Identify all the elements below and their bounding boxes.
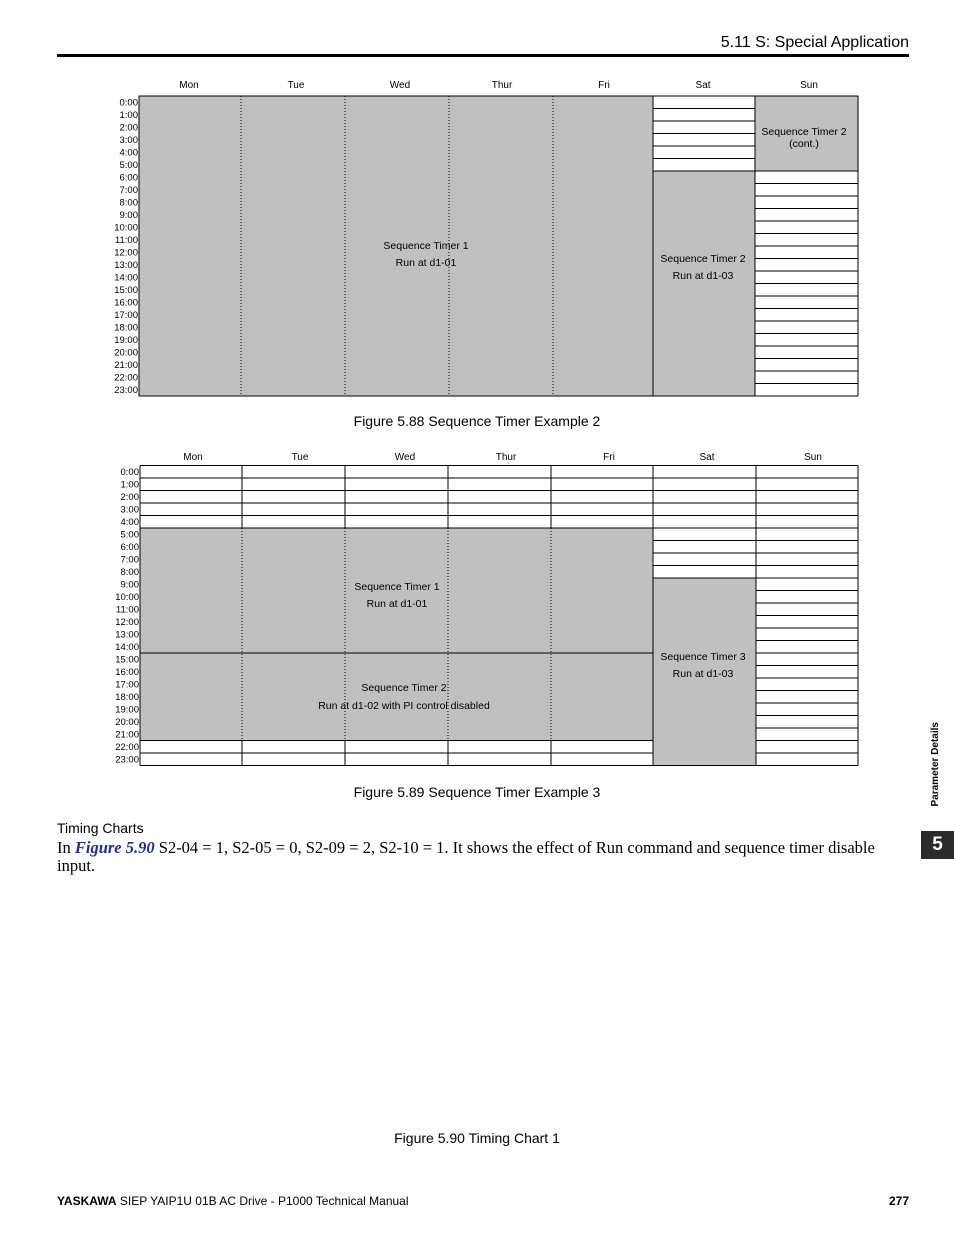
page-number: 277 [888,1194,909,1208]
hour-label: 21:00 [114,359,138,371]
block-label: Run at d1-02 with PI control disabled [318,700,490,712]
hour-label: 19:00 [115,704,139,716]
block-label: Sequence Timer 1 [354,581,440,593]
figure-5-89-schedule [0,445,954,775]
footer-manual-title [57,1194,409,1208]
hour-label: 4:00 [120,516,139,528]
day-header: Thur [495,452,517,463]
block-label: Sequence Timer 2 [761,126,847,138]
day-header: Thur [491,80,513,91]
hour-label: 8:00 [119,197,138,209]
hour-label: 3:00 [120,504,139,516]
paragraph-prefix: In [57,838,75,857]
hour-label: 12:00 [114,247,138,259]
timing-charts-heading: Timing Charts [57,820,144,836]
block-label: Run at d1-03 [672,270,734,282]
hour-label: 6:00 [120,541,139,553]
hour-label: 11:00 [115,604,139,616]
block-label: Run at d1-01 [395,257,457,269]
block-label: Sequence Timer 2 [660,253,746,265]
hour-label: 9:00 [119,209,138,221]
day-header: Mon [183,452,203,463]
hour-label: 11:00 [114,234,138,246]
figure-5-90-link[interactable]: Figure 5.90 [74,838,155,857]
figure-5-90-timing-chart [0,880,954,1120]
hour-label: 3:00 [119,134,138,146]
figure-5-88-caption: Figure 5.88 Sequence Timer Example 2 [353,413,601,429]
block-label: Sequence Timer 1 [383,240,469,252]
hour-label: 7:00 [120,554,139,566]
hour-label: 2:00 [120,491,139,503]
hour-label: 18:00 [114,322,138,334]
hour-label: 12:00 [115,616,139,628]
hour-label: 14:00 [115,641,139,653]
hour-label: 10:00 [114,222,138,234]
hour-label: 17:00 [115,679,139,691]
hour-label: 5:00 [120,529,139,541]
header-rule [57,54,909,57]
block-label: Run at d1-03 [672,668,734,680]
day-header: Sat [699,452,715,463]
block-label: Sequence Timer 3 [660,651,746,663]
hour-label: 2:00 [119,122,138,134]
side-tab-label: Parameter Details [930,722,941,807]
day-header: Sat [695,80,711,91]
hour-label: 1:00 [119,109,138,121]
day-header: Wed [394,452,416,463]
hour-label: 17:00 [114,309,138,321]
hour-label: 23:00 [115,754,139,766]
hour-label: 13:00 [115,629,139,641]
block-label: Run at d1-01 [366,598,428,610]
section-header-title: 5.11 S: Special Application [720,34,909,51]
figure-5-89-caption: Figure 5.89 Sequence Timer Example 3 [353,784,601,800]
hour-label: 23:00 [114,384,138,396]
block-label: Sequence Timer 2 [361,682,447,694]
hour-label: 4:00 [119,147,138,159]
hour-label: 20:00 [115,716,139,728]
hour-label: 1:00 [120,479,139,491]
paragraph-suffix: S2-04 = 1, S2-05 = 0, S2-09 = 2, S2-10 = 1. It shows the effect of Run command and sequence timer disable input. [57,838,875,875]
hour-label: 0:00 [120,466,139,478]
schedule-block [140,653,653,741]
day-header: Mon [179,80,199,91]
hour-label: 6:00 [119,172,138,184]
hour-label: 0:00 [119,97,138,109]
block-label: (cont.) [789,138,819,150]
day-header: Wed [389,80,411,91]
hour-label: 21:00 [115,729,139,741]
hour-label: 14:00 [114,272,138,284]
hour-label: 15:00 [115,654,139,666]
hour-label: 22:00 [114,372,138,384]
figure-5-90-caption: Figure 5.90 Timing Chart 1 [394,1130,560,1146]
timing-charts-paragraph [57,839,912,875]
hour-label: 18:00 [115,691,139,703]
footer-manual: SIEP YAIP1U 01B AC Drive - P1000 Technical Manual [116,1194,409,1208]
day-header: Fri [598,80,610,91]
schedule-block [653,171,755,396]
hour-label: 15:00 [114,284,138,296]
hour-label: 10:00 [115,591,139,603]
hour-label: 7:00 [119,184,138,196]
day-header: Fri [603,452,615,463]
figure-5-88-schedule [0,70,954,410]
hour-label: 5:00 [119,159,138,171]
hour-label: 20:00 [114,347,138,359]
day-header: Sun [800,80,818,91]
chapter-tab[interactable]: 5 [921,831,954,859]
footer-brand: YASKAWA [57,1194,117,1208]
hour-label: 9:00 [120,579,139,591]
hour-label: 8:00 [120,566,139,578]
day-header: Tue [291,452,309,463]
day-header: Tue [287,80,305,91]
hour-label: 16:00 [114,297,138,309]
hour-label: 13:00 [114,259,138,271]
hour-label: 22:00 [115,741,139,753]
day-header: Sun [804,452,822,463]
hour-label: 16:00 [115,666,139,678]
hour-label: 19:00 [114,334,138,346]
